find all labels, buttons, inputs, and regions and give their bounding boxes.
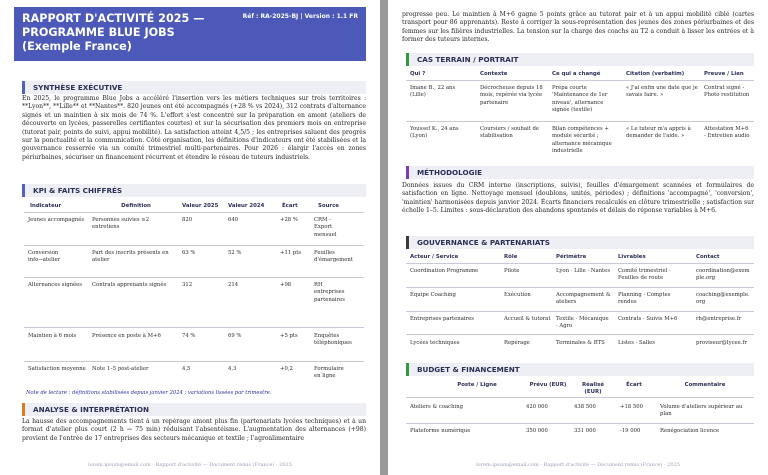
kpi-cell: 640	[228, 217, 239, 223]
budget-cell: -19 000	[620, 428, 641, 434]
section-title: MÉTHODOLOGIE	[417, 168, 483, 177]
cas-cell: « Le tuteur m'a appris à demander de l'aide. »	[626, 126, 691, 140]
title-banner	[14, 7, 366, 61]
section-title: CAS TERRAIN / PORTRAIT	[417, 55, 519, 64]
budget-cell: Renégociation licence	[660, 428, 720, 434]
section-header-synthese	[22, 81, 366, 94]
kpi-cell: CRM - Export mensuel	[314, 217, 337, 238]
budget-cell: 331 000	[574, 428, 596, 434]
divider	[24, 327, 364, 328]
budget-col-header: Écart	[626, 382, 642, 388]
divider	[406, 121, 754, 122]
kpi-cell: +5 pts	[280, 333, 298, 339]
budget-col-header: Commentaire	[684, 382, 726, 388]
gouvernance-cell: Textile · Mécanique · Agro	[556, 316, 609, 330]
report-page-1	[0, 0, 380, 475]
kpi-col-header: Écart	[282, 203, 298, 209]
cas-cell: Coursiers / souhait de stabilisation	[480, 126, 540, 140]
kpi-reading-note: Note de lecture : définitions stabilisées depuis janvier 2024 ; variations lissées par trimestre.	[26, 390, 272, 396]
report-title: RAPPORT D'ACTIVITÉ 2025 — PROGRAMME BLUE JOBS (Exemple France)	[22, 12, 205, 53]
gouvernance-col-header: Périmètre	[556, 254, 587, 260]
gouvernance-cell: Entreprises partenaires	[410, 316, 474, 322]
report-page-2	[388, 0, 768, 475]
kpi-cell: +11 pts	[280, 250, 302, 256]
gouvernance-cell: coordination@exemple.org	[696, 268, 750, 282]
section-header-methodologie	[406, 166, 754, 179]
kpi-cell: 4,3	[228, 366, 237, 372]
divider	[24, 245, 364, 246]
section-title: KPI & FAITS CHIFFRÉS	[33, 186, 123, 195]
divider	[406, 334, 754, 335]
gouvernance-cell: Comité trimestriel · Feuilles de route	[618, 268, 671, 282]
gouvernance-col-header: Rôle	[504, 254, 518, 260]
gouvernance-cell: Pilote	[504, 268, 520, 274]
cas-cell: Bilan compétences + module sécurité ; alternance mécanique industrielle	[552, 126, 612, 154]
kpi-cell: Satisfaction moyenne	[28, 366, 86, 372]
gouvernance-cell: Terminales & BTS	[556, 340, 605, 346]
page-footer: lorem.ipsum@email.com · Rapport d'activité — Document remis (France) · 2025	[476, 462, 680, 468]
budget-cell: 438 500	[574, 404, 596, 410]
cas-col-header: Citation (verbatim)	[626, 71, 685, 77]
cas-cell: Youssef K., 24 ans (Lyon)	[410, 126, 459, 140]
kpi-cell: Alternances signées	[28, 282, 83, 288]
kpi-cell: Maintien à 6 mois	[28, 333, 77, 339]
kpi-cell: 52 %	[228, 250, 242, 256]
section-header-kpi	[22, 184, 366, 197]
gouvernance-cell: Listes · Salles	[618, 340, 655, 346]
cas-col-header: Contexte	[480, 71, 508, 77]
gouvernance-cell: Contrats · Suivis M+6	[618, 316, 678, 322]
gouvernance-cell: Repérage	[504, 340, 530, 346]
cas-col-header: Preuve / Lien	[704, 71, 744, 77]
gouvernance-cell: proviseur@lycee.fr	[696, 340, 747, 346]
page-footer: lorem.ipsum@email.com · Rapport d'activité — Document remis (France) · 2025	[88, 462, 292, 468]
divider	[24, 212, 364, 213]
budget-col-header: Poste / Ligne	[457, 382, 497, 388]
kpi-cell: 820	[182, 217, 193, 223]
kpi-cell: Personnes suivies ≥2 entretiens	[92, 217, 150, 231]
kpi-cell: 69 %	[228, 333, 242, 339]
kpi-cell: Feuilles d'émargement	[314, 250, 353, 264]
divider	[406, 423, 754, 424]
gouvernance-cell: rh@entreprise.fr	[696, 316, 742, 322]
section-header-cas	[406, 53, 754, 66]
gouvernance-cell: Coordination Programme	[410, 268, 479, 274]
kpi-col-header: Indicateur	[30, 203, 62, 209]
analyse-paragraph-start: La hausse des accompagnements tient à un repérage amont plus fin (partenariats lycées techniques) et à un format d'atelier plus court (2 h → 75 min) réduisant l'absentéisme. L'augmentation des alternances (+98) provient de l'entrée de 17 entreprises des secteurs mécanique et textile ; l'agroalimentaire	[22, 418, 366, 442]
kpi-col-header: Source	[318, 203, 339, 209]
section-header-budget	[406, 363, 754, 376]
section-title: ANALYSE & INTERPRÉTATION	[33, 405, 149, 414]
kpi-col-header: Valeur 2024	[228, 203, 265, 209]
budget-cell: 420 000	[526, 404, 548, 410]
kpi-cell: +98	[280, 282, 292, 288]
kpi-col-header: Valeur 2025	[182, 203, 219, 209]
divider	[406, 263, 754, 264]
cas-cell: Contrat signé - Photo restitution	[704, 85, 750, 99]
cas-cell: Imane B., 22 ans (Lille)	[410, 85, 456, 99]
gouvernance-cell: Planning · Comptes rendus	[618, 292, 671, 306]
report-reference: Réf : RA-2025-BJ | Version : 1.1 FR	[242, 13, 358, 20]
kpi-cell: 74 %	[182, 333, 196, 339]
budget-col-header: Prévu (EUR)	[529, 382, 567, 388]
gouvernance-cell: Lyon · Lille · Nantes	[556, 268, 611, 274]
gouvernance-cell: Lycées techniques	[410, 340, 460, 346]
kpi-cell: Jeunes accompagnés	[28, 217, 85, 223]
kpi-col-header: Définition	[121, 203, 151, 209]
kpi-cell: Conversion info→atelier	[28, 250, 61, 264]
section-title: BUDGET & FINANCEMENT	[417, 365, 520, 374]
gouvernance-col-header: Livrables	[618, 254, 646, 260]
kpi-cell: RH entreprises partenaires	[314, 282, 345, 303]
cas-cell: Attestation M+6 - Entretien audio	[704, 126, 750, 140]
kpi-cell: Part des inscrits présents en atelier	[92, 250, 169, 264]
kpi-cell: 312	[182, 282, 193, 288]
divider	[406, 397, 754, 398]
kpi-cell: 4,5	[182, 366, 191, 372]
divider	[24, 277, 364, 278]
methodologie-paragraph: Données issues du CRM interne (inscriptions, suivis), feuilles d'émargement scannées et formulaires de satisfaction en ligne. Nettoyage mensuel (doublons, unités, périodes) ; définitions 'accompagné', 'conversion', 'maintien' harmonisées depuis janvier 2024. Écarts financiers recalculés en clôture trimestrielle ; satisfaction sur échelle 1–5. Limites : sous-déclaration des abandons spontanés et délais de réponse variables à M+6.	[402, 182, 754, 215]
gouvernance-cell: Exécution	[504, 292, 531, 298]
divider	[406, 80, 754, 81]
kpi-cell: 63 %	[182, 250, 196, 256]
cas-cell: Décrocheuse depuis 18 mois, repérée via lycée partenaire	[480, 85, 543, 106]
kpi-cell: +0,2	[280, 366, 293, 372]
kpi-cell: Présence en poste à M+6	[92, 333, 161, 339]
kpi-cell: Note 1–5 post-atelier	[92, 366, 149, 372]
cas-col-header: Ce qui a changé	[552, 71, 601, 77]
gouvernance-cell: coaching@exemple.org	[696, 292, 750, 306]
gouvernance-col-header: Acteur / Service	[410, 254, 459, 260]
budget-cell: Plateforme numérique	[410, 428, 471, 434]
kpi-cell: 214	[228, 282, 239, 288]
kpi-cell: +28 %	[280, 217, 298, 223]
kpi-cell: Enquêtes téléphoniques	[314, 333, 352, 347]
gouvernance-col-header: Contact	[696, 254, 720, 260]
kpi-cell: Formulaire en ligne	[314, 366, 344, 380]
budget-col-header: Réalisé (EUR)	[581, 382, 604, 395]
gouvernance-cell: Accompagnement & ateliers	[556, 292, 611, 306]
divider	[24, 361, 364, 362]
budget-cell: Ateliers & coaching	[410, 404, 464, 410]
cas-col-header: Qui ?	[410, 71, 426, 77]
budget-cell: +18 500	[620, 404, 643, 410]
gouvernance-cell: Accueil & tutorat	[504, 316, 551, 322]
analyse-paragraph-continued: progresse peu. Le maintien à M+6 gagne 5 points grâce au tutorat pair et à un appui mobilité ciblé (cartes transport pour 86 apprenants). Reste à corriger la sous-représentation des jeunes des zones périurbaines et des femmes sur les filières industrielles. La tension sur la charge des coachs au T2 a conduit à lisser les entrées et à former des tuteurs internes.	[402, 11, 754, 44]
cas-cell: Prépa courte 'Maintenance de 1er niveau', alternance signée (textile)	[552, 85, 608, 113]
synthese-paragraph: En 2025, le programme Blue Jobs a accéléré l'insertion vers les métiers techniques sur trois territoires : **Lyon**, **Lille** et **Nantes**. 820 jeunes ont été accompagnés (+28 % vs 2024), 312 contrats d'alternance signés et un maintien à six mois de 74 %. L'effort s'est concentré sur la préparation en amont (ateliers de découverte en lycées, passerelles certifiantes courtes) et sur la sécurisation des premiers mois en entreprise (tutorat pair, points de suivi, appui mobilité). La satisfaction atteint 4,5/5 ; les entreprises saluent des progrès sur la ponctualité et la communication. Côté organisation, les définitions d'indicateurs ont été stabilisées et la gouvernance resserrée via un comité trimestriel multi-partenaires. Pour 2026 : élargir l'accès en zones périurbaines, sécuriser un financement récurrent et étendre le réseau de tuteurs industriels.	[22, 95, 366, 161]
section-header-gouvernance	[406, 236, 754, 249]
section-title: GOUVERNANCE & PARTENARIATS	[417, 238, 550, 247]
section-header-analyse	[22, 403, 366, 416]
section-title: SYNTHÈSE EXÉCUTIVE	[33, 83, 123, 92]
gouvernance-cell: Équipe Coaching	[410, 292, 456, 298]
divider	[406, 311, 754, 312]
kpi-cell: Contrats apprenants signés	[92, 282, 167, 288]
budget-cell: Volume d'ateliers supérieur au plan	[660, 404, 743, 418]
budget-cell: 350 000	[526, 428, 548, 434]
divider	[406, 287, 754, 288]
cas-cell: « J'ai enfin une date que je savais faire. »	[626, 85, 698, 99]
